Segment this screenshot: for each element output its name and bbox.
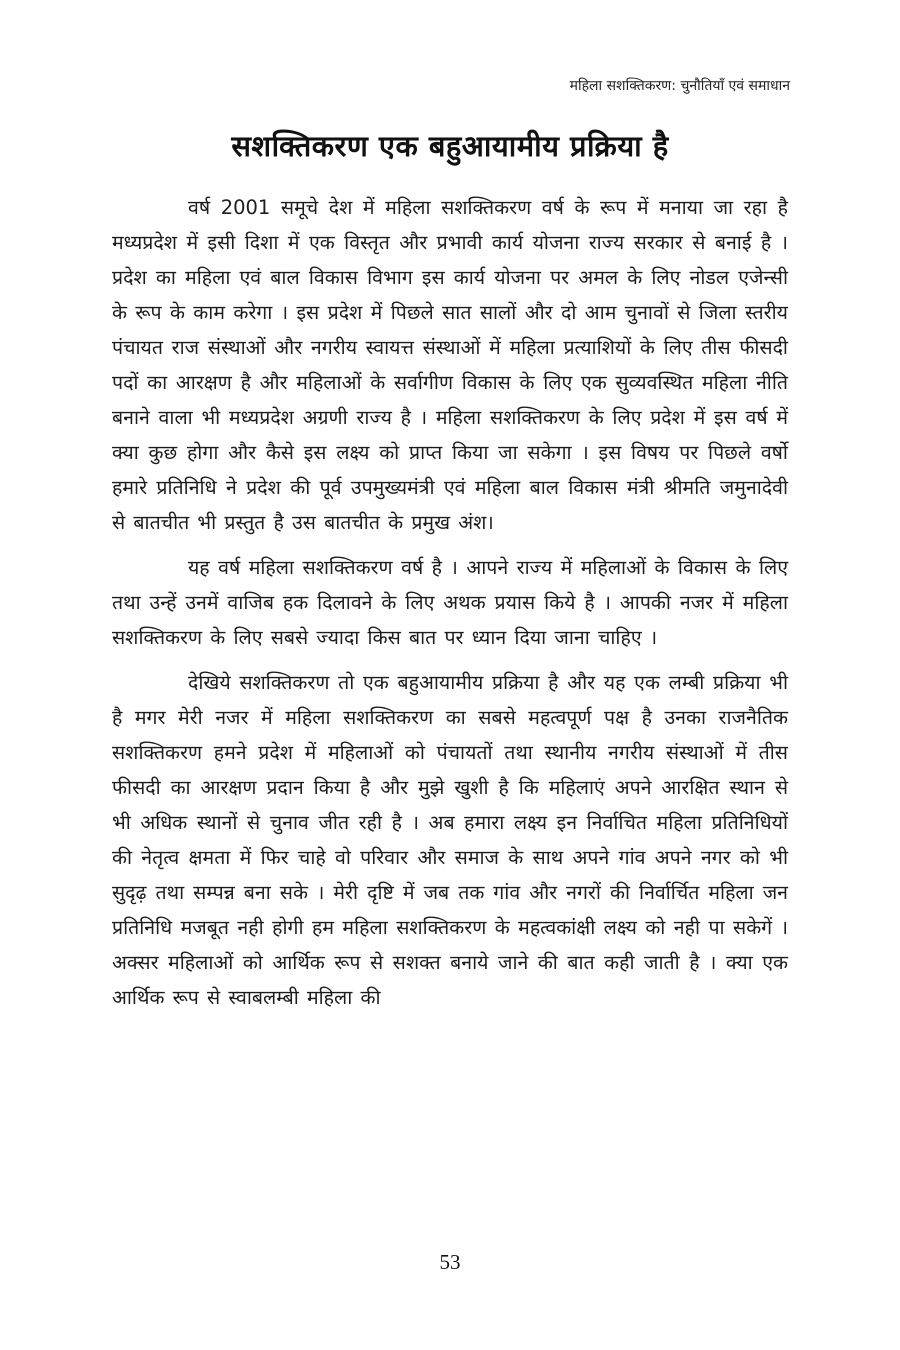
paragraph-answer: देखिये सशक्तिकरण तो एक बहुआयामीय प्रक्रिया है और यह एक लम्बी प्रक्रिया भी है मगर मेरी नजर में महिला सशक्तिकरण का सबसे महत्वपूर्ण पक्ष है उनका राजनैतिक सशक्तिकरण हमने प्रदेश में महिलाओं को पंचायतों तथा स्थानीय नगरीय संस्थाओं में तीस फीसदी का आरक्षण प्रदान किया है और मुझे खुशी है कि महिलाएं अपने आरक्षित स्थान से भी अधिक स्थानों से चुनाव जीत रही है । अब हमारा लक्ष्य इन निर्वाचित महिला प्रतिनिधियों की नेतृत्व क्षमता में फिर चाहे वो परिवार और समाज के साथ अपने गांव अपने नगर को भी सुदृढ़ तथा सम्पन्न बना सके । मेरी दृष्टि में जब तक गांव और नगरों की निर्वार्चित महिला जन प्रतिनिधि मजबूत नही होगी हम महिला सशक्तिकरण के महत्वकांक्षी लक्ष्य को नही पा सकेगें । अक्सर महिलाओं को आर्थिक रूप से सशक्त बनाये जाने की बात कही जाती है । क्या एक आर्थिक रूप से स्वाबलम्बी महिला की: [112, 671, 788, 1009]
page-number: 53: [439, 1250, 461, 1274]
chapter-title: सशक्तिकरण एक बहुआयामीय प्रक्रिया है: [231, 129, 669, 163]
running-header: महिला सशक्तिकरण: चुनौतियाँ एवं समाधान: [569, 78, 790, 94]
body-text: [112, 190, 788, 1025]
paragraph-intro: वर्ष 2001 समूचे देश में महिला सशक्तिकरण वर्ष के रूप में मनाया जा रहा है मध्यप्रदेश में इसी दिशा में एक विस्तृत और प्रभावी कार्य योजना राज्य सरकार से बनाई है । प्रदेश का महिला एवं बाल विकास विभाग इस कार्य योजना पर अमल के लिए नोडल एजेन्सी के रूप के काम करेगा । इस प्रदेश में पिछले सात सालों और दो आम चुनावों से जिला स्तरीय पंचायत राज संस्थाओं और नगरीय स्वायत्त संस्थाओं में महिला प्रत्याशियों के लिए तीस फीसदी पदों का आरक्षण है और महिलाओं के सर्वागीण विकास के लिए एक सुव्यवस्थित महिला नीति बनाने वाला भी मध्यप्रदेश अग्रणी राज्य है । महिला सशक्तिकरण के लिए प्रदेश में इस वर्ष में क्या कुछ होगा और कैसे इस लक्ष्य को प्राप्त किया जा सकेगा । इस विषय पर पिछले वर्षो हमारे प्रतिनिधि ने प्रदेश की पूर्व उपमुख्यमंत्री एवं महिला बाल विकास मंत्री श्रीमति जमुनादेवी से बातचीत भी प्रस्तुत है उस बातचीत के प्रमुख अंश।: [112, 196, 788, 534]
paragraph-question: यह वर्ष महिला सशक्तिकरण वर्ष है । आपने राज्य में महिलाओं के विकास के लिए तथा उन्हें उनमें वाजिब हक दिलावने के लिए अथक प्रयास किये है । आपकी नजर में महिला सशक्तिकरण के लिए सबसे ज्यादा किस बात पर ध्यान दिया जाना चाहिए ।: [112, 556, 788, 649]
